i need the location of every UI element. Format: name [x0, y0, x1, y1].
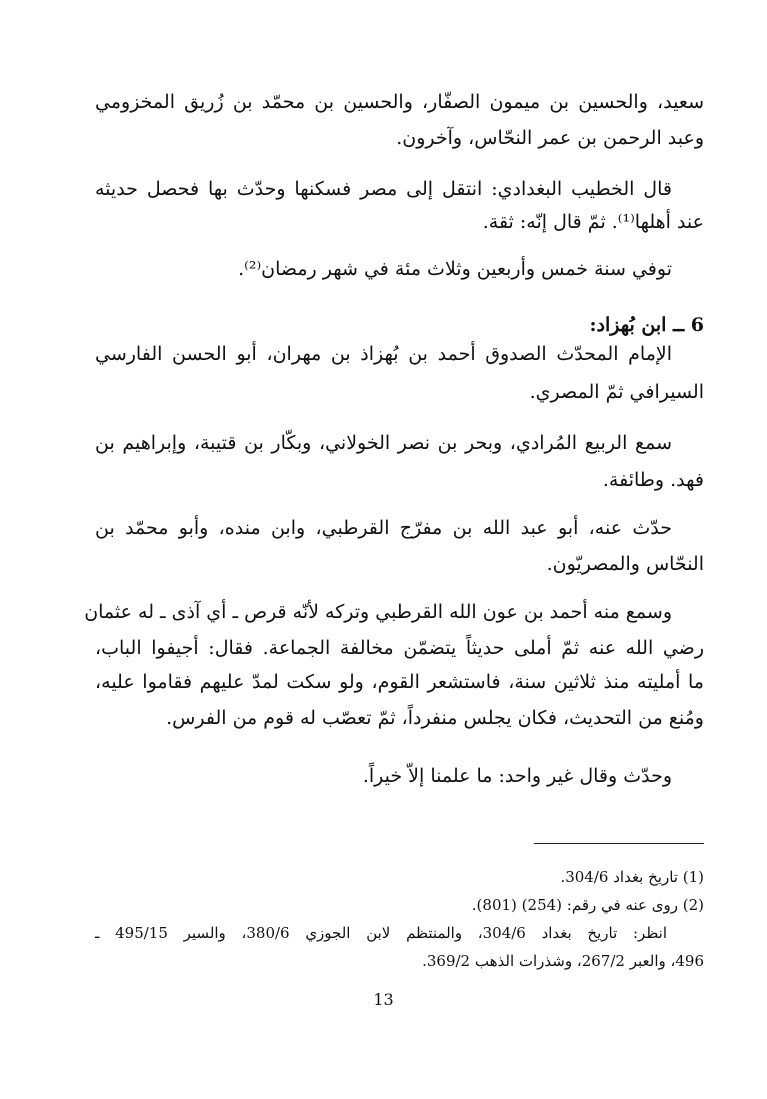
text-line: سمع الربيع المُرادي، وبحر بن نصر الخولاني، وبكّار بن قتيبة، وإبراهيم بن: [95, 432, 672, 454]
text-line: السيرافي ثمّ المصري.: [529, 381, 704, 403]
page-number: 13: [373, 990, 394, 1009]
text-line: قال الخطيب البغدادي: انتقل إلى مصر فسكنها وحدّث بها فحصل حديثه: [95, 178, 672, 200]
footnote: (1) تاريخ بغداد 304/6.: [560, 868, 704, 886]
text-line: توفي سنة خمس وأربعين وثلاث مئة في شهر رمضان⁽²⁾.: [238, 258, 672, 280]
footnote: (2) روى عنه في رقم: (254) (801).: [471, 896, 704, 914]
text-line: ومُنع من التحديث، فكان يجلس منفرداً، ثمّ تعصّب له قوم من الفرس.: [166, 707, 704, 729]
text-line: ما أمليته منذ ثلاثين سنة، فاستشعر القوم، ولو سكت لمدّ عليهم فقاموا عليه،: [95, 671, 704, 693]
text-line: سعيد، والحسين بن ميمون الصفّار، والحسين بن محمّد بن زُريق المخزومي: [95, 91, 704, 113]
text-line: فهد. وطائفة.: [602, 469, 704, 491]
text-line: وعبد الرحمن بن عمر النحّاس، وآخرون.: [396, 127, 704, 149]
text-line: النحّاس والمصريّون.: [546, 553, 704, 575]
text-line: وحدّث وقال غير واحد: ما علمنا إلاّ خيراً.: [362, 765, 672, 787]
text-line: حدّث عنه، أبو عبد الله بن مفرّج القرطبي، وابن منده، وأبو محمّد بن: [95, 517, 672, 539]
text-line: الإمام المحدّث الصدوق أحمد بن بُهزاذ بن مهران، أبو الحسن الفارسي: [95, 343, 672, 365]
text-line: عند أهلها⁽¹⁾. ثمّ قال إنّه: ثقة.: [482, 211, 704, 233]
footnote: انظر: تاريخ بغداد 304/6، والمنتظم لابن الجوزي 380/6، والسير 495/15 ـ: [95, 924, 667, 942]
text-line: وسمع منه أحمد بن عون الله القرطبي وتركه لأنّه قرص ـ أي آذى ـ له عثمان: [84, 601, 672, 623]
section-heading: 6 ــ ابن بُهزاد:: [589, 314, 704, 336]
footnote: 496، والعبر 267/2، وشذرات الذهب 369/2.: [422, 952, 704, 970]
footnote-rule: [534, 843, 704, 844]
text-line: رضي الله عنه ثمّ أملى حديثاً يتضمّن مخالفة الجماعة. فقال: أجيفوا الباب،: [95, 637, 704, 659]
